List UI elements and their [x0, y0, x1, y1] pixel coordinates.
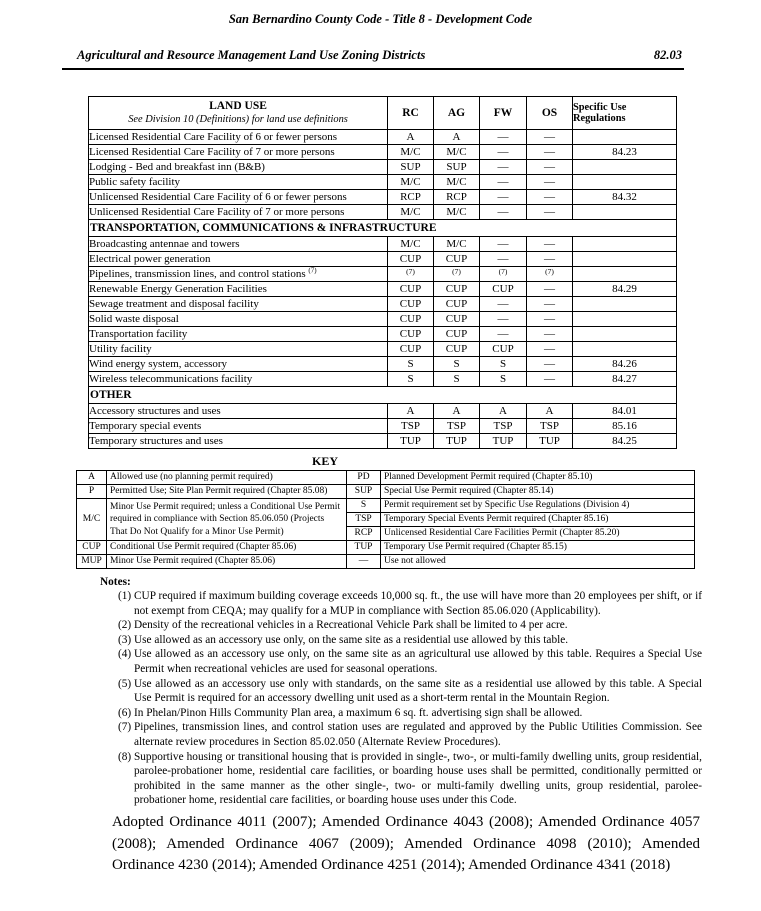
note-number: (6) — [118, 706, 132, 719]
zone-permit-value: CUP — [434, 327, 480, 342]
zone-permit-value: — — [527, 327, 573, 342]
specific-use-regulation-value — [573, 175, 677, 190]
land-use-label: Licensed Residential Care Facility of 7 or more persons — [89, 145, 388, 160]
zone-permit-value: S — [434, 372, 480, 387]
specific-use-regulation-value: 84.32 — [573, 190, 677, 205]
zone-column-fw: FW — [480, 97, 527, 130]
key-abbreviation: P — [77, 485, 107, 499]
note-text: In Phelan/Pinon Hills Community Plan area, a maximum 6 sq. ft. advertising sign shall be allowed. — [134, 706, 583, 719]
zone-permit-value: CUP — [388, 312, 434, 327]
zone-permit-value: — — [480, 312, 527, 327]
land-use-table-header-row — [89, 97, 677, 130]
zone-permit-value: A — [434, 130, 480, 145]
key-title: KEY — [311, 454, 338, 468]
table-row — [89, 297, 677, 312]
note-text: CUP required if maximum building coverage exceeds 10,000 sq. ft., the use will have more than 20 employees per shift, or if not exempt from CEQA; may qualify for a MUP in compliance with Section 85.06.020 (Applicability). — [134, 590, 702, 617]
table-row — [89, 190, 677, 205]
zone-permit-value: M/C — [434, 145, 480, 160]
zone-permit-value: S — [388, 357, 434, 372]
zone-permit-value: A — [480, 404, 527, 419]
key-abbreviation: PD — [347, 471, 381, 485]
specific-use-regulation-value: 84.01 — [573, 404, 677, 419]
zone-permit-value: — — [527, 357, 573, 372]
table-row — [89, 267, 677, 282]
land-use-column-header — [89, 97, 388, 130]
table-section-title: TRANSPORTATION, COMMUNICATIONS & INFRASTRUCTURE — [89, 220, 677, 237]
zone-permit-value: (7) — [388, 267, 434, 282]
note-item — [100, 589, 702, 618]
chapter-header — [62, 48, 684, 70]
land-use-label: Solid waste disposal — [89, 312, 388, 327]
zone-permit-value: S — [434, 357, 480, 372]
zone-permit-value: TUP — [480, 434, 527, 449]
specific-use-regulation-value — [573, 130, 677, 145]
note-number: (2) — [118, 619, 132, 632]
specific-use-regulation-value: 85.16 — [573, 419, 677, 434]
note-number: (1) — [118, 590, 132, 602]
table-row — [89, 357, 677, 372]
note-text: Use allowed as an accessory use only, on the same site as a residential use allowed by this table. — [134, 633, 569, 646]
table-row — [89, 327, 677, 342]
key-abbreviation: M/C — [77, 499, 107, 541]
specific-use-regulation-value: 84.27 — [573, 372, 677, 387]
note-number: (4) — [118, 648, 132, 661]
table-row — [89, 404, 677, 419]
zone-permit-value: RCP — [434, 190, 480, 205]
note-text: Use allowed as an accessory use only with standards, on the same site as a residential use allowed by this table. A Special Use Permit is required for an accessory dwelling unit used as a short-term rental in the Mountain Region. — [134, 677, 702, 705]
note-text: Density of the recreational vehicles in a Recreational Vehicle Park shall be limited to 4 per acre. — [134, 619, 568, 632]
table-row — [89, 130, 677, 145]
specific-use-regulation-value: 84.25 — [573, 434, 677, 449]
zone-permit-value: A — [388, 404, 434, 419]
zone-permit-value: — — [527, 145, 573, 160]
zone-permit-value: — — [480, 175, 527, 190]
zone-permit-value: RCP — [388, 190, 434, 205]
table-row — [89, 342, 677, 357]
zone-permit-value: CUP — [434, 252, 480, 267]
zone-permit-value: CUP — [480, 282, 527, 297]
note-text: Pipelines, transmission lines, and control station uses are regulated and approved by the Public Utilities Commission. See alternate review procedures in Section 85.02.050 (Alternate Review Procedures). — [134, 721, 702, 748]
key-description: Temporary Use Permit required (Chapter 85.15) — [381, 541, 695, 555]
zone-permit-value: M/C — [434, 205, 480, 220]
ordinance-history: Adopted Ordinance 4011 (2007); Amended Ordinance 4043 (2008); Amended Ordinance 4057 (2008); Amended Ordinance 4067 (2009); Amended Ordinance 4098 (2010); Amended Ordinance 4230 (2014); Amended Ordinance 4251 (2014); Amended Ordinance 4341 (2018) — [112, 814, 700, 873]
zone-permit-value: — — [527, 237, 573, 252]
specific-use-regulation-value — [573, 160, 677, 175]
zone-permit-value: CUP — [434, 282, 480, 297]
table-row — [89, 145, 677, 160]
specific-use-regulation-value: 84.23 — [573, 145, 677, 160]
key-description: Temporary Special Events Permit required (Chapter 85.16) — [381, 513, 695, 527]
land-use-label: Unlicensed Residential Care Facility of 7 or more persons — [89, 205, 388, 220]
key-description: Allowed use (no planning permit required) — [107, 471, 347, 485]
zone-permit-value: A — [527, 404, 573, 419]
table-section-row — [89, 387, 677, 404]
land-use-label: Lodging - Bed and breakfast inn (B&B) — [89, 160, 388, 175]
zone-permit-value: M/C — [388, 237, 434, 252]
zone-permit-value: TSP — [527, 419, 573, 434]
zone-permit-value: CUP — [480, 342, 527, 357]
key-row — [77, 555, 695, 569]
zone-permit-value: — — [527, 190, 573, 205]
land-use-label: Renewable Energy Generation Facilities — [89, 282, 388, 297]
table-row — [89, 419, 677, 434]
notes-section — [100, 576, 702, 808]
land-use-label: Accessory structures and uses — [89, 404, 388, 419]
zone-permit-value: TSP — [480, 419, 527, 434]
zone-permit-value: CUP — [388, 297, 434, 312]
zone-permit-value: — — [480, 130, 527, 145]
key-abbreviation: — — [347, 555, 381, 569]
zone-permit-value: M/C — [434, 175, 480, 190]
key-description: Use not allowed — [381, 555, 695, 569]
footnote-marker: (7) — [308, 266, 317, 274]
note-number: (7) — [118, 721, 132, 734]
zone-permit-value: TSP — [388, 419, 434, 434]
zone-permit-value: M/C — [388, 205, 434, 220]
land-use-label: Wind energy system, accessory — [89, 357, 388, 372]
land-use-label: Licensed Residential Care Facility of 6 or fewer persons — [89, 130, 388, 145]
section-number: 82.03 — [653, 48, 682, 62]
key-description: Minor Use Permit required; unless a Conditional Use Permit required in compliance with Section 85.06.050 (Projects That Do Not Qualify for a Minor Use Permit) — [107, 499, 347, 541]
land-use-label: Wireless telecommunications facility — [89, 372, 388, 387]
key-description: Permit requirement set by Specific Use Regulations (Division 4) — [381, 499, 695, 513]
table-row — [89, 434, 677, 449]
note-item — [100, 677, 702, 706]
note-item — [100, 618, 702, 633]
table-row — [89, 205, 677, 220]
specific-use-regulation-value — [573, 252, 677, 267]
note-item — [100, 706, 702, 721]
specific-use-regulation-value: 84.26 — [573, 357, 677, 372]
land-use-label: Temporary special events — [89, 419, 388, 434]
zone-permit-value: — — [527, 342, 573, 357]
land-use-label: Public safety facility — [89, 175, 388, 190]
zone-permit-value: SUP — [434, 160, 480, 175]
zone-permit-value: CUP — [388, 282, 434, 297]
zone-permit-value: CUP — [434, 297, 480, 312]
table-row — [89, 312, 677, 327]
specific-use-regulation-value — [573, 342, 677, 357]
note-number: (5) — [118, 677, 132, 690]
key-row — [77, 471, 695, 485]
key-abbreviation: RCP — [347, 527, 381, 541]
specific-use-regulation-value — [573, 327, 677, 342]
table-row — [89, 160, 677, 175]
specific-use-regulation-value — [573, 312, 677, 327]
zone-permit-value: S — [388, 372, 434, 387]
table-section-title: OTHER — [89, 387, 677, 404]
key-abbreviation: A — [77, 471, 107, 485]
specific-use-regulation-value: 84.29 — [573, 282, 677, 297]
zone-permit-value: CUP — [388, 327, 434, 342]
key-description: Planned Development Permit required (Chapter 85.10) — [381, 471, 695, 485]
zone-permit-value: — — [527, 130, 573, 145]
key-row — [77, 499, 695, 513]
key-abbreviation: CUP — [77, 541, 107, 555]
zone-permit-value: M/C — [434, 237, 480, 252]
zone-permit-value: — — [527, 175, 573, 190]
zone-permit-value: TSP — [434, 419, 480, 434]
key-description: Conditional Use Permit required (Chapter 85.06) — [107, 541, 347, 555]
note-item — [100, 750, 702, 808]
land-use-label: Broadcasting antennae and towers — [89, 237, 388, 252]
note-number: (8) — [118, 750, 132, 763]
specific-use-regulation-value — [573, 237, 677, 252]
key-abbreviation: S — [347, 499, 381, 513]
key-description: Unlicensed Residential Care Facilities Permit (Chapter 85.20) — [381, 527, 695, 541]
zone-permit-value: A — [388, 130, 434, 145]
key-description: Minor Use Permit required (Chapter 85.06) — [107, 555, 347, 569]
zone-column-os: OS — [527, 97, 573, 130]
zone-permit-value: S — [480, 357, 527, 372]
table-row — [89, 372, 677, 387]
zone-permit-value: — — [480, 190, 527, 205]
zone-permit-value: S — [480, 372, 527, 387]
land-use-label: Transportation facility — [89, 327, 388, 342]
land-use-label: Unlicensed Residential Care Facility of 6 or fewer persons — [89, 190, 388, 205]
key-abbreviation: TSP — [347, 513, 381, 527]
table-row — [89, 282, 677, 297]
key-description: Special Use Permit required (Chapter 85.14) — [381, 485, 695, 499]
zone-permit-value: — — [480, 205, 527, 220]
key-row — [77, 485, 695, 499]
zone-permit-value: — — [527, 282, 573, 297]
key-table — [76, 470, 695, 569]
zone-permit-value: — — [527, 160, 573, 175]
land-use-title: LAND USE — [209, 100, 267, 112]
zone-permit-value: — — [527, 252, 573, 267]
zone-permit-value: — — [480, 160, 527, 175]
specific-use-regulation-value — [573, 205, 677, 220]
table-row — [89, 252, 677, 267]
land-use-label: Utility facility — [89, 342, 388, 357]
key-description: Permitted Use; Site Plan Permit required (Chapter 85.08) — [107, 485, 347, 499]
land-use-label: Sewage treatment and disposal facility — [89, 297, 388, 312]
notes-list — [100, 589, 702, 808]
zone-permit-value: TUP — [388, 434, 434, 449]
zone-permit-value: A — [434, 404, 480, 419]
land-use-label: Electrical power generation — [89, 252, 388, 267]
zone-permit-value: — — [480, 145, 527, 160]
land-use-label: Pipelines, transmission lines, and control stations $^{(7)}$ — [89, 267, 388, 282]
zone-column-ag: AG — [434, 97, 480, 130]
note-text: Supportive housing or transitional housing that is provided in single-, two-, or multi-family dwelling units, group residential, parolee-probationer home, residential care facilities, or boarding house uses shall be permitted, conditionally permitted or prohibited in the same manner as the other single-, two- or multi-family dwelling units, group residential, parolee-probationer home, residential care facilities, or boarding house uses under this Code. — [134, 750, 702, 807]
zone-permit-value: TUP — [434, 434, 480, 449]
notes-label: Notes: — [100, 576, 131, 588]
zone-permit-value: — — [480, 237, 527, 252]
document-title: San Bernardino County Code - Title 8 - Development Code — [228, 12, 533, 26]
zone-permit-value: — — [527, 297, 573, 312]
zone-permit-value: CUP — [434, 342, 480, 357]
zone-permit-value: (7) — [480, 267, 527, 282]
land-use-subtitle: See Division 10 (Definitions) for land use definitions — [128, 114, 348, 125]
key-abbreviation: TUP — [347, 541, 381, 555]
note-text: Use allowed as an accessory use only, on the same site as an agricultural use allowed by this table. Requires a Special Use Permit when recreational vehicles are used for seasonal operations. — [134, 648, 702, 675]
key-row — [77, 541, 695, 555]
note-number: (3) — [118, 633, 132, 646]
table-row — [89, 175, 677, 190]
zone-permit-value: (7) — [434, 267, 480, 282]
zone-permit-value: — — [527, 312, 573, 327]
zone-permit-value: CUP — [388, 252, 434, 267]
zone-permit-value: CUP — [388, 342, 434, 357]
zone-permit-value: SUP — [388, 160, 434, 175]
regulations-column-header: Specific Use Regulations — [573, 97, 677, 130]
note-item — [100, 647, 702, 676]
zone-permit-value: — — [527, 372, 573, 387]
key-abbreviation: SUP — [347, 485, 381, 499]
note-item — [100, 633, 702, 648]
note-item — [100, 720, 702, 749]
table-section-row — [89, 220, 677, 237]
specific-use-regulation-value — [573, 267, 677, 282]
zone-permit-value: CUP — [434, 312, 480, 327]
specific-use-regulation-value — [573, 297, 677, 312]
zone-permit-value: TUP — [527, 434, 573, 449]
zone-permit-value: — — [527, 205, 573, 220]
key-abbreviation: MUP — [77, 555, 107, 569]
zone-permit-value: — — [480, 327, 527, 342]
chapter-title: Agricultural and Resource Management Land Use Zoning Districts — [77, 48, 426, 62]
table-row — [89, 237, 677, 252]
zone-permit-value: — — [480, 297, 527, 312]
zone-permit-value: — — [480, 252, 527, 267]
land-use-label: Temporary structures and uses — [89, 434, 388, 449]
zone-permit-value: M/C — [388, 175, 434, 190]
zone-permit-value: (7) — [527, 267, 573, 282]
land-use-table — [88, 96, 677, 449]
zone-permit-value: M/C — [388, 145, 434, 160]
zone-column-rc: RC — [388, 97, 434, 130]
